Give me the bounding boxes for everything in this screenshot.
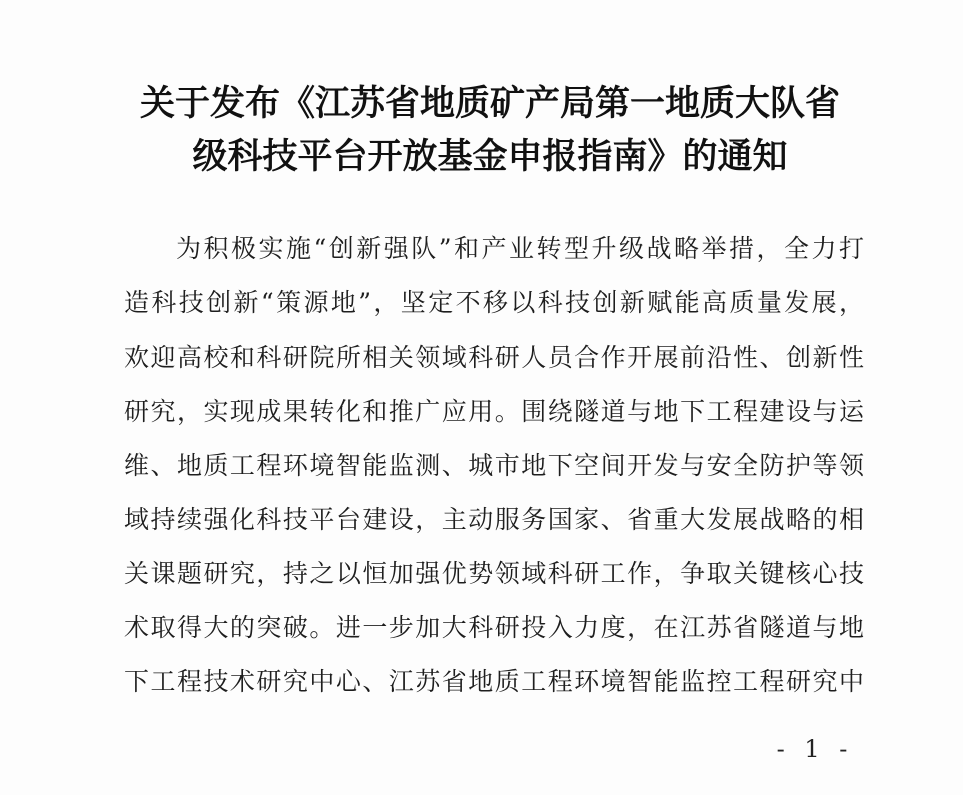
paragraph-line-8: 术取得大的突破。进一步加大科研投入力度，在江苏省隧道与地 [124,613,864,642]
document-title-line-2: 级科技平台开放基金申报指南》的通知 [192,136,788,177]
paragraph-line-6: 域持续强化科技平台建设，主动服务国家、省重大发展战略的相 [124,505,864,534]
page-number: - 1 - [776,735,854,763]
paragraph-line-7: 关课题研究，持之以恒加强优势领域科研工作，争取关键核心技 [124,559,864,588]
document-title-line-1: 关于发布《江苏省地质矿产局第一地质大队省 [139,83,840,124]
paragraph-line-3: 欢迎高校和科研院所相关领域科研人员合作开展前沿性、创新性 [124,343,864,372]
paragraph-line-4: 研究，实现成果转化和推广应用。围绕隧道与地下工程建设与运 [124,397,864,426]
paragraph-line-5: 维、地质工程环境智能监测、城市地下空间开发与安全防护等领 [124,451,864,480]
paragraph-line-1: 为积极实施“创新强队”和产业转型升级战略举措，全力打 [176,234,864,263]
paragraph-line-2: 造科技创新“策源地”，坚定不移以科技创新赋能高质量发展， [124,288,864,317]
paragraph-line-9: 下工程技术研究中心、江苏省地质工程环境智能监控工程研究中 [124,667,864,696]
